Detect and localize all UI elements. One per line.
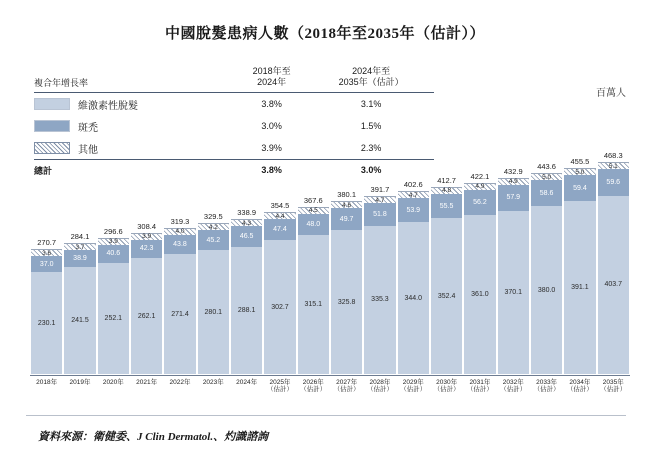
bar-stack — [564, 168, 595, 374]
bar-segment-other — [431, 187, 462, 194]
bar-segment-alopecia-areata — [364, 203, 395, 226]
bar-total-label: 270.7 — [37, 238, 57, 248]
x-axis-tick-label: 2025年 （估計） — [266, 379, 293, 394]
bar-segment-alopecia-areata — [398, 198, 429, 222]
bar-total-label: 367.6 — [303, 195, 323, 205]
segment-value-label: 315.1 — [304, 300, 323, 308]
bar-segment-other — [31, 249, 62, 256]
segment-value-label: 361.0 — [471, 290, 489, 298]
bar-segment-alopecia-areata — [131, 240, 162, 259]
bar-segment-androgenetic — [198, 250, 229, 374]
bar-segment-androgenetic — [431, 218, 462, 374]
segment-value-label: 59.6 — [606, 179, 621, 187]
segment-value-label: 47.4 — [273, 226, 287, 234]
bar-stack — [231, 219, 262, 374]
source-note: 資料來源：衛健委、J Clin Dermatol.、灼識諮詢 — [38, 431, 269, 443]
cagr-header-label: 複合年增長率 — [34, 66, 235, 92]
footer-divider — [26, 415, 626, 416]
x-axis-tick-label: 2020年 — [102, 379, 124, 386]
segment-value-label: 4.9 — [508, 178, 518, 186]
x-axis-tick-label: 2023年 — [202, 379, 224, 386]
segment-value-label: 325.8 — [337, 298, 356, 306]
cagr-value: 1.5% — [360, 121, 382, 131]
segment-value-label: 4.2 — [208, 223, 218, 231]
segment-value-label: 4.5 — [308, 207, 318, 215]
bar-stack — [531, 173, 562, 374]
bar-stack — [98, 238, 129, 374]
bar-total-label: 338.9 — [237, 208, 257, 218]
x-axis-tick-label: 2029年 （估計） — [400, 379, 427, 394]
bar-segment-androgenetic — [131, 258, 162, 374]
cagr-value: 3.0% — [261, 121, 282, 131]
segment-value-label: 262.1 — [137, 312, 156, 320]
segment-value-label: 391.1 — [571, 284, 589, 292]
bar-stack — [431, 187, 462, 374]
bar-segment-androgenetic — [164, 254, 195, 374]
segment-value-label: 380.0 — [537, 286, 556, 294]
bar-total-label: 412.7 — [437, 175, 456, 185]
x-axis-tick-label: 2028年 （估計） — [366, 379, 393, 394]
segment-value-label: 4.3 — [242, 219, 252, 227]
legend-row-alopecia-areata — [34, 115, 434, 137]
segment-value-label: 43.8 — [173, 240, 187, 248]
bar-segment-androgenetic — [64, 267, 95, 374]
bar-column — [231, 150, 262, 374]
bar-column — [298, 150, 329, 374]
bar-total-label: 284.1 — [70, 232, 90, 242]
bar-segment-androgenetic — [598, 196, 629, 374]
bar-segment-other — [231, 219, 262, 226]
segment-value-label: 3.9 — [108, 238, 118, 246]
segment-value-label: 37.0 — [39, 260, 54, 268]
bar-column — [398, 150, 429, 374]
cagr-value: 2.3% — [360, 143, 382, 153]
unit-label: 百萬人 — [596, 88, 626, 99]
bar-segment-androgenetic — [364, 226, 395, 374]
legend-label: 維激素性脫髮 — [78, 100, 138, 112]
bar-segment-alopecia-areata — [264, 219, 295, 240]
bar-column — [264, 150, 295, 374]
bar-column — [464, 150, 495, 374]
bar-segment-alopecia-areata — [464, 190, 495, 215]
segment-value-label: 370.1 — [504, 288, 523, 296]
bar-segment-alopecia-areata — [231, 226, 262, 247]
bar-column — [598, 150, 629, 374]
cagr-total-label: 總計 — [34, 159, 235, 177]
segment-value-label: 45.2 — [206, 236, 221, 244]
segment-value-label: 4.8 — [442, 187, 452, 195]
x-axis-tick-label: 2034年 （估計） — [566, 379, 593, 394]
stacked-bar-chart — [30, 150, 630, 398]
segment-value-label: 51.8 — [373, 210, 387, 218]
bar-segment-other — [398, 191, 429, 198]
bar-stack — [31, 249, 62, 374]
legend-label: 斑禿 — [78, 122, 98, 134]
bar-segment-androgenetic — [564, 201, 595, 374]
bar-column — [131, 150, 162, 374]
bar-stack — [164, 228, 195, 374]
cagr-value: 3.8% — [261, 99, 282, 109]
segment-value-label: 38.9 — [73, 255, 87, 263]
bar-segment-alopecia-areata — [498, 185, 529, 211]
bar-stack — [464, 183, 495, 374]
segment-value-label: 3.6 — [42, 249, 52, 257]
legend-item — [34, 92, 235, 115]
segment-value-label: 271.4 — [171, 310, 189, 318]
cagr-col2-header: 2024年至 2035年（估計） — [308, 66, 434, 92]
bar-segment-other — [564, 168, 595, 175]
bar-stack — [598, 162, 629, 374]
bar-total-label: 308.4 — [137, 221, 157, 231]
segment-value-label: 280.1 — [204, 308, 223, 316]
x-axis-labels — [30, 376, 630, 398]
segment-value-label: 49.7 — [339, 215, 354, 223]
segment-value-label: 4.7 — [408, 191, 418, 199]
bar-total-label: 329.5 — [203, 212, 223, 222]
bar-segment-other — [598, 162, 629, 169]
x-axis-tick-label: 2027年 （估計） — [333, 379, 360, 394]
x-axis-tick-label: 2021年 — [136, 379, 158, 386]
bar-column — [198, 150, 229, 374]
bar-segment-alopecia-areata — [298, 214, 329, 235]
segment-value-label: 42.3 — [139, 245, 154, 253]
cagr-value: 3.9% — [261, 143, 282, 153]
bar-segment-alopecia-areata — [531, 180, 562, 206]
bar-segment-androgenetic — [264, 240, 295, 374]
segment-value-label: 403.7 — [604, 281, 622, 289]
bar-segment-alopecia-areata — [598, 169, 629, 195]
bar-segment-other — [164, 228, 195, 235]
segment-value-label: 344.0 — [404, 294, 423, 302]
bar-segment-other — [198, 223, 229, 230]
bar-segment-alopecia-areata — [198, 230, 229, 250]
x-axis-tick-label: 2018年 — [36, 379, 58, 386]
bar-segment-androgenetic — [331, 230, 362, 374]
bar-column — [164, 150, 195, 374]
bar-column — [31, 150, 62, 374]
x-axis-tick-label: 2030年 （估計） — [433, 379, 460, 394]
cagr-total-value: 3.0% — [308, 159, 434, 177]
segment-value-label: 48.0 — [306, 220, 321, 228]
legend-swatch-icon-alopecia-areata — [34, 120, 70, 132]
bar-segment-other — [98, 238, 129, 245]
bar-column — [431, 150, 462, 374]
bar-stack — [264, 212, 295, 374]
bar-segment-alopecia-areata — [431, 194, 462, 219]
bar-segment-other — [498, 178, 529, 185]
cagr-col1-header: 2018年至 2024年 — [235, 66, 308, 92]
legend-label: 其他 — [78, 144, 98, 156]
bar-segment-other — [64, 243, 95, 250]
bar-total-label: 391.7 — [370, 185, 390, 195]
bar-stack — [498, 178, 529, 374]
segment-value-label: 5.1 — [608, 162, 618, 170]
segment-value-label: 57.9 — [506, 194, 521, 202]
bar-segment-alopecia-areata — [31, 256, 62, 272]
bar-segment-alopecia-areata — [164, 235, 195, 254]
bar-segment-other — [298, 207, 329, 214]
segment-value-label: 55.5 — [439, 202, 454, 210]
bar-total-label: 422.1 — [470, 171, 490, 181]
legend-swatch-icon-androgenetic — [34, 98, 70, 110]
x-axis-tick-label: 2024年 — [236, 379, 258, 386]
segment-value-label: 302.7 — [271, 303, 289, 311]
x-axis-tick-label: 2033年 （估計） — [533, 379, 560, 394]
bar-segment-other — [264, 212, 295, 219]
legend-item — [34, 115, 235, 137]
bar-total-label: 468.3 — [603, 151, 623, 161]
segment-value-label: 4.7 — [375, 196, 385, 204]
bar-segment-alopecia-areata — [64, 250, 95, 267]
x-axis-tick-label: 2022年 — [169, 379, 191, 386]
bar-total-label: 354.5 — [270, 201, 290, 211]
x-axis-tick-label: 2032年 （估計） — [500, 379, 527, 394]
segment-value-label: 46.5 — [239, 233, 254, 241]
bar-column — [564, 150, 595, 374]
cagr-value: 3.1% — [360, 99, 382, 109]
segment-value-label: 252.1 — [104, 314, 123, 322]
x-axis-tick-label: 2026年 （估計） — [300, 379, 327, 394]
chart-bars — [30, 150, 630, 374]
segment-value-label: 288.1 — [237, 306, 256, 314]
segment-value-label: 352.4 — [437, 292, 456, 300]
segment-value-label: 4.0 — [175, 228, 185, 236]
bar-stack — [331, 201, 362, 374]
bar-segment-androgenetic — [31, 272, 62, 374]
segment-value-label: 56.2 — [473, 198, 487, 206]
bar-column — [364, 150, 395, 374]
bar-segment-androgenetic — [98, 263, 129, 374]
bar-segment-androgenetic — [531, 206, 562, 374]
segment-value-label: 5.0 — [575, 168, 585, 176]
bar-total-label: 296.6 — [103, 226, 123, 236]
bar-stack — [131, 233, 162, 374]
bar-segment-androgenetic — [398, 222, 429, 374]
bar-stack — [298, 207, 329, 374]
bar-segment-androgenetic — [231, 247, 262, 374]
bar-segment-other — [331, 201, 362, 208]
bar-total-label: 443.6 — [537, 162, 556, 172]
bar-segment-other — [464, 183, 495, 190]
bar-segment-other — [131, 233, 162, 240]
cagr-total-value: 3.8% — [235, 159, 308, 177]
segment-value-label: 5.0 — [542, 173, 552, 181]
bar-segment-androgenetic — [498, 211, 529, 375]
bar-total-label: 455.5 — [570, 157, 590, 167]
segment-value-label: 40.6 — [106, 250, 121, 258]
segment-value-label: 4.6 — [342, 201, 352, 209]
x-axis-tick-label: 2031年 （估計） — [466, 379, 493, 394]
bar-stack — [398, 191, 429, 374]
bar-column — [331, 150, 362, 374]
segment-value-label: 3.9 — [142, 233, 152, 241]
bar-stack — [364, 196, 395, 374]
segment-value-label: 4.9 — [475, 183, 485, 191]
page-title: 中國脫髮患病人數（2018年至2035年（估計）） — [164, 26, 485, 42]
segment-value-label: 53.9 — [406, 206, 421, 214]
bar-total-label: 432.9 — [503, 166, 523, 176]
bar-total-label: 319.3 — [170, 216, 190, 226]
bar-column — [64, 150, 95, 374]
bar-segment-alopecia-areata — [564, 175, 595, 201]
bar-column — [531, 150, 562, 374]
legend-row-androgenetic — [34, 92, 434, 115]
bar-segment-other — [531, 173, 562, 180]
bar-column — [498, 150, 529, 374]
bar-segment-androgenetic — [298, 235, 329, 374]
segment-value-label: 58.6 — [539, 189, 554, 197]
bar-segment-androgenetic — [464, 215, 495, 374]
segment-value-label: 335.3 — [371, 296, 389, 304]
x-axis-tick-label: 2019年 — [69, 379, 91, 386]
bar-segment-other — [364, 196, 395, 203]
bar-segment-alopecia-areata — [98, 245, 129, 263]
bar-total-label: 402.6 — [403, 180, 423, 190]
segment-value-label: 230.1 — [37, 319, 56, 327]
bar-stack — [64, 243, 95, 374]
bar-segment-alopecia-areata — [331, 208, 362, 230]
segment-value-label: 4.4 — [275, 212, 285, 220]
bar-column — [98, 150, 129, 374]
segment-value-label: 3.7 — [75, 243, 85, 251]
segment-value-label: 59.4 — [573, 184, 587, 192]
x-axis-tick-label: 2035年 （估計） — [600, 379, 627, 394]
bar-total-label: 380.1 — [337, 190, 356, 200]
bar-stack — [198, 223, 229, 374]
segment-value-label: 241.5 — [71, 317, 89, 325]
